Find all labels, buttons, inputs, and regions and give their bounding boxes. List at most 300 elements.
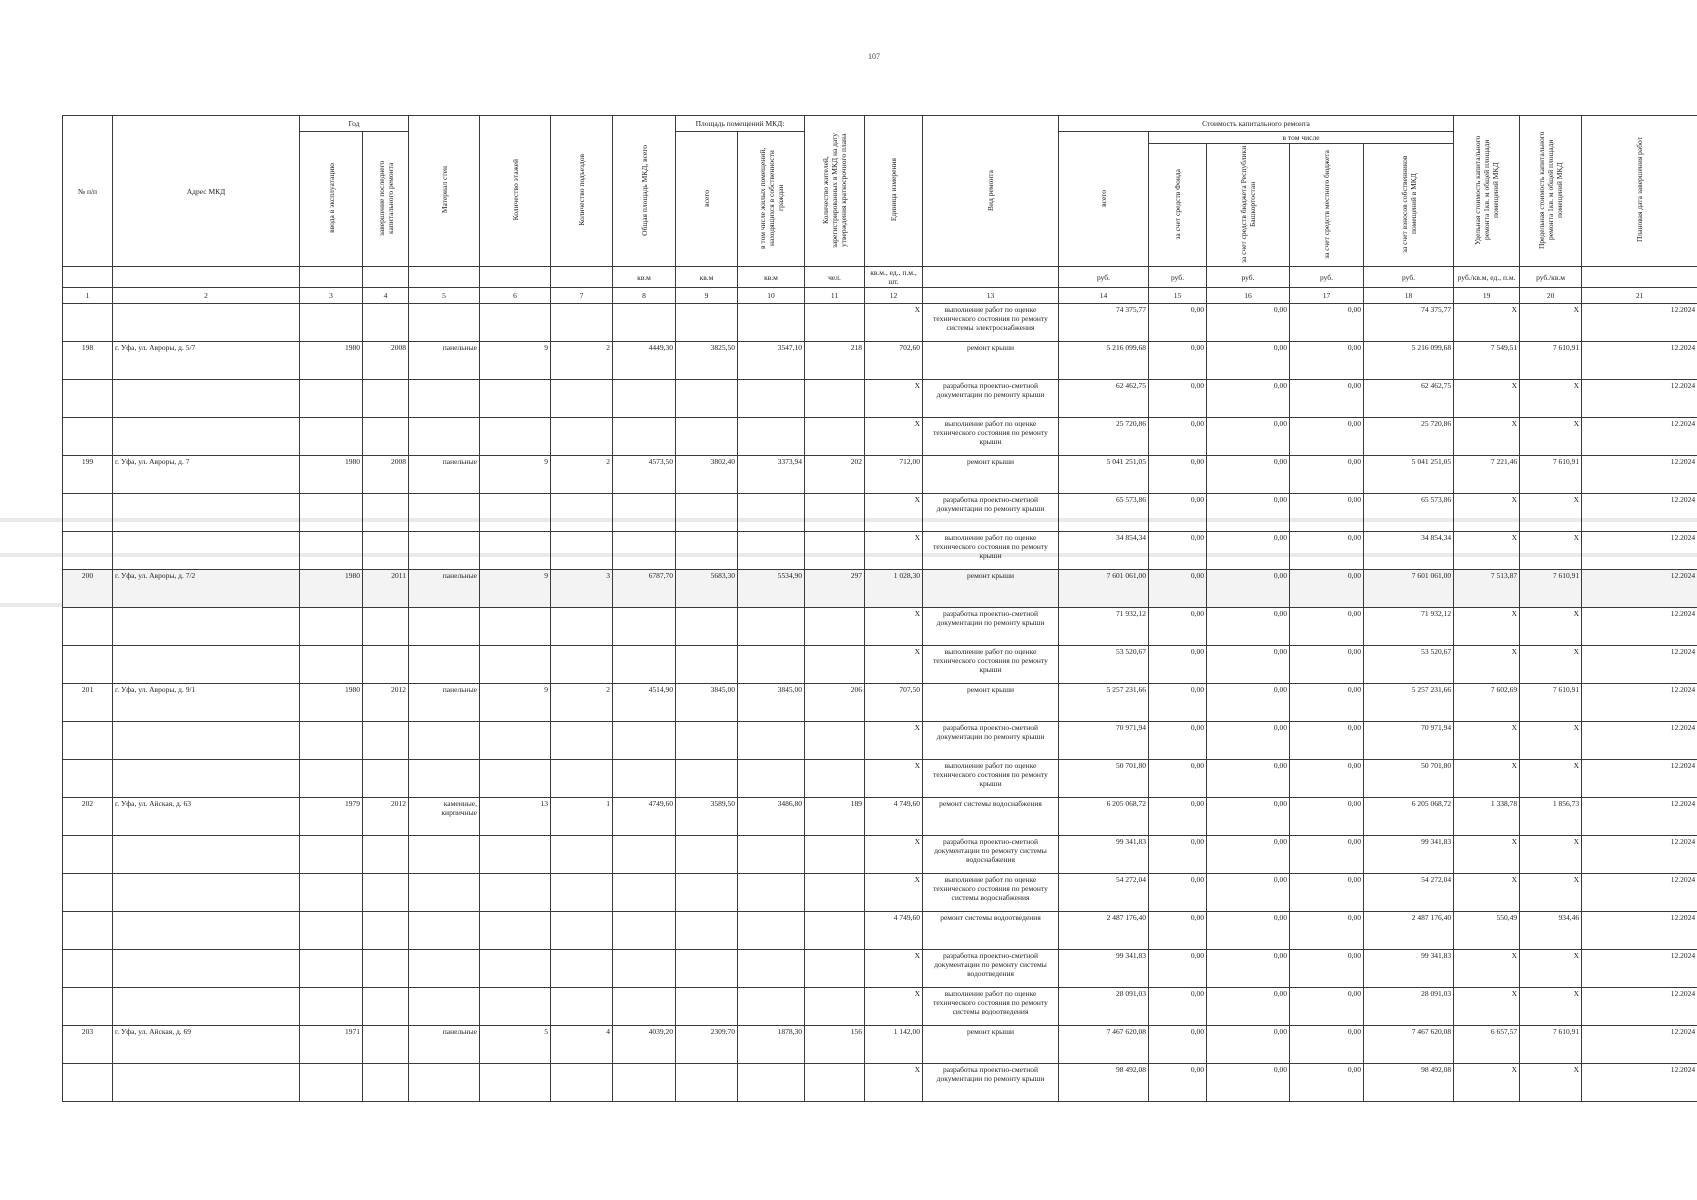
- work-type-cell: ремонт крыши: [923, 684, 1059, 722]
- planned-date-cell: 12.2024: [1582, 494, 1697, 532]
- private-area-cell: 3373,94: [738, 456, 805, 494]
- table-row: [63, 494, 1697, 532]
- residents-cell: 156: [805, 1026, 865, 1064]
- max-cost-cell: 1 856,73: [1520, 798, 1582, 836]
- cost-owners-cell: 28 091,03: [1364, 988, 1454, 1026]
- wall-material-cell: [409, 912, 480, 950]
- wall-material-cell: [409, 722, 480, 760]
- cost-republic-cell: 0,00: [1207, 912, 1290, 950]
- total-area-cell: [613, 836, 676, 874]
- max-cost-cell: X: [1520, 1064, 1582, 1102]
- column-number-cell: 20: [1520, 288, 1582, 304]
- unit-value-cell: X: [865, 304, 923, 342]
- cost-republic-cell: 0,00: [1207, 532, 1290, 570]
- address-cell: г. Уфа, ул. Авроры, д. 7: [113, 456, 300, 494]
- unit-cost-cell: X: [1454, 1064, 1520, 1102]
- unit-cost-cell: X: [1454, 874, 1520, 912]
- entrances-cell: [551, 646, 613, 684]
- residents-cell: [805, 874, 865, 912]
- year-last-repair-cell: [363, 1026, 409, 1064]
- floors-cell: 9: [480, 570, 551, 608]
- unit-value-cell: X: [865, 646, 923, 684]
- wall-material-cell: каменные, кирпичные: [409, 798, 480, 836]
- cost-local-cell: 0,00: [1290, 418, 1364, 456]
- cost-fund-cell: 0,00: [1149, 342, 1207, 380]
- max-cost-cell: 934,46: [1520, 912, 1582, 950]
- total-area-cell: 4573,50: [613, 456, 676, 494]
- header-total-area: Общая площадь МКД, всего: [613, 116, 676, 267]
- year-last-repair-cell: 2008: [363, 456, 409, 494]
- cost-total-cell: 2 487 176,40: [1059, 912, 1149, 950]
- unit-cell: руб.: [1364, 267, 1454, 288]
- floors-cell: [480, 494, 551, 532]
- total-area-cell: [613, 1064, 676, 1102]
- residents-cell: 202: [805, 456, 865, 494]
- cost-republic-cell: 0,00: [1207, 722, 1290, 760]
- header-cost-fund: за счет средств Фонда: [1149, 144, 1207, 267]
- address-cell: г. Уфа, ул. Айская, д. 69: [113, 1026, 300, 1064]
- unit-value-cell: X: [865, 380, 923, 418]
- work-type-cell: разработка проектно-сметной документации по ремонту крыши: [923, 1064, 1059, 1102]
- planned-date-cell: 12.2024: [1582, 304, 1697, 342]
- wall-material-cell: [409, 608, 480, 646]
- unit-value-cell: X: [865, 836, 923, 874]
- max-cost-cell: X: [1520, 304, 1582, 342]
- unit-value-cell: X: [865, 988, 923, 1026]
- header-residents: Количество жителей, зарегистрированных в МКД на дату утверждения краткосрочного плана: [805, 116, 865, 267]
- floors-cell: 9: [480, 684, 551, 722]
- unit-cost-cell: 7 513,87: [1454, 570, 1520, 608]
- cost-local-cell: 0,00: [1290, 532, 1364, 570]
- private-area-cell: [738, 646, 805, 684]
- cost-republic-cell: 0,00: [1207, 798, 1290, 836]
- wall-material-cell: [409, 304, 480, 342]
- planned-date-cell: 12.2024: [1582, 950, 1697, 988]
- table-row: [63, 1064, 1697, 1102]
- unit-cell: руб./кв.м: [1520, 267, 1582, 288]
- cost-total-cell: 70 971,94: [1059, 722, 1149, 760]
- year-last-repair-cell: [363, 608, 409, 646]
- planned-date-cell: 12.2024: [1582, 760, 1697, 798]
- max-cost-cell: 7 610,91: [1520, 342, 1582, 380]
- planned-date-cell: 12.2024: [1582, 608, 1697, 646]
- premises-area-cell: [676, 532, 738, 570]
- residents-cell: [805, 304, 865, 342]
- unit-cell: руб.: [1207, 267, 1290, 288]
- unit-cost-cell: X: [1454, 494, 1520, 532]
- year-last-repair-cell: 2008: [363, 342, 409, 380]
- header-cost-including: в том числе: [1149, 132, 1454, 144]
- floors-cell: [480, 912, 551, 950]
- planned-date-cell: 12.2024: [1582, 418, 1697, 456]
- cost-fund-cell: 0,00: [1149, 760, 1207, 798]
- unit-value-cell: 4 749,60: [865, 798, 923, 836]
- entrances-cell: 2: [551, 342, 613, 380]
- header-premises-private: в том числе жилых помещений, находящихся в собственности граждан: [738, 132, 805, 267]
- max-cost-cell: X: [1520, 836, 1582, 874]
- row-number-cell: [63, 608, 113, 646]
- premises-area-cell: 2309,70: [676, 1026, 738, 1064]
- total-area-cell: [613, 532, 676, 570]
- cost-owners-cell: 98 492,08: [1364, 1064, 1454, 1102]
- entrances-cell: 2: [551, 456, 613, 494]
- residents-cell: [805, 608, 865, 646]
- cost-local-cell: 0,00: [1290, 494, 1364, 532]
- premises-area-cell: [676, 494, 738, 532]
- work-type-cell: ремонт крыши: [923, 570, 1059, 608]
- unit-cost-cell: X: [1454, 646, 1520, 684]
- year-last-repair-cell: [363, 1064, 409, 1102]
- premises-area-cell: 3589,50: [676, 798, 738, 836]
- private-area-cell: [738, 304, 805, 342]
- unit-cell: руб.: [1059, 267, 1149, 288]
- column-number-cell: 17: [1290, 288, 1364, 304]
- premises-area-cell: [676, 1064, 738, 1102]
- year-built-cell: [300, 874, 363, 912]
- work-type-cell: разработка проектно-сметной документации по ремонту системы водоснабжения: [923, 836, 1059, 874]
- year-last-repair-cell: [363, 722, 409, 760]
- residents-cell: [805, 836, 865, 874]
- address-cell: [113, 380, 300, 418]
- work-type-cell: разработка проектно-сметной документации по ремонту крыши: [923, 722, 1059, 760]
- private-area-cell: [738, 836, 805, 874]
- floors-cell: [480, 836, 551, 874]
- private-area-cell: [738, 380, 805, 418]
- table-row: [63, 1026, 1697, 1064]
- unit-value-cell: X: [865, 1064, 923, 1102]
- wall-material-cell: [409, 494, 480, 532]
- year-built-cell: [300, 532, 363, 570]
- max-cost-cell: 7 610,91: [1520, 570, 1582, 608]
- header-floors: Количество этажей: [480, 116, 551, 267]
- cost-fund-cell: 0,00: [1149, 988, 1207, 1026]
- row-number-cell: [63, 836, 113, 874]
- unit-cost-cell: 550,49: [1454, 912, 1520, 950]
- planned-date-cell: 12.2024: [1582, 722, 1697, 760]
- work-type-cell: ремонт крыши: [923, 1026, 1059, 1064]
- column-number-cell: 3: [300, 288, 363, 304]
- column-number-cell: 1: [63, 288, 113, 304]
- cost-total-cell: 53 520,67: [1059, 646, 1149, 684]
- cost-fund-cell: 0,00: [1149, 722, 1207, 760]
- cost-owners-cell: 34 854,34: [1364, 532, 1454, 570]
- year-last-repair-cell: [363, 418, 409, 456]
- cost-local-cell: 0,00: [1290, 646, 1364, 684]
- residents-cell: [805, 950, 865, 988]
- total-area-cell: [613, 760, 676, 798]
- premises-area-cell: [676, 418, 738, 456]
- work-type-cell: разработка проектно-сметной документации по ремонту крыши: [923, 380, 1059, 418]
- column-number-cell: 6: [480, 288, 551, 304]
- unit-value-cell: X: [865, 950, 923, 988]
- year-last-repair-cell: [363, 380, 409, 418]
- planned-date-cell: 12.2024: [1582, 836, 1697, 874]
- cost-owners-cell: 65 573,86: [1364, 494, 1454, 532]
- cost-fund-cell: 0,00: [1149, 456, 1207, 494]
- year-built-cell: [300, 760, 363, 798]
- unit-cost-cell: 7 221,46: [1454, 456, 1520, 494]
- unit-value-cell: 702,60: [865, 342, 923, 380]
- year-last-repair-cell: [363, 646, 409, 684]
- row-number-cell: [63, 950, 113, 988]
- unit-value-cell: X: [865, 494, 923, 532]
- planned-date-cell: 12.2024: [1582, 684, 1697, 722]
- row-number-cell: 203: [63, 1026, 113, 1064]
- planned-date-cell: 12.2024: [1582, 1026, 1697, 1064]
- max-cost-cell: X: [1520, 874, 1582, 912]
- cost-local-cell: 0,00: [1290, 342, 1364, 380]
- private-area-cell: [738, 988, 805, 1026]
- premises-area-cell: [676, 608, 738, 646]
- row-number-cell: [63, 380, 113, 418]
- wall-material-cell: панельные: [409, 1026, 480, 1064]
- private-area-cell: 5534,90: [738, 570, 805, 608]
- table-row: [63, 646, 1697, 684]
- cost-fund-cell: 0,00: [1149, 798, 1207, 836]
- header-address: Адрес МКД: [113, 116, 300, 267]
- wall-material-cell: [409, 760, 480, 798]
- cost-republic-cell: 0,00: [1207, 304, 1290, 342]
- private-area-cell: [738, 874, 805, 912]
- year-last-repair-cell: [363, 912, 409, 950]
- cost-republic-cell: 0,00: [1207, 684, 1290, 722]
- work-type-cell: выполнение работ по оценке технического состояния по ремонту крыши: [923, 532, 1059, 570]
- cost-owners-cell: 5 041 251,05: [1364, 456, 1454, 494]
- unit-cell: кв.м: [613, 267, 676, 288]
- planned-date-cell: 12.2024: [1582, 342, 1697, 380]
- residents-cell: [805, 1064, 865, 1102]
- year-built-cell: 1979: [300, 798, 363, 836]
- cost-total-cell: 5 216 099,68: [1059, 342, 1149, 380]
- residents-cell: [805, 646, 865, 684]
- private-area-cell: [738, 608, 805, 646]
- cost-fund-cell: 0,00: [1149, 608, 1207, 646]
- unit-cell: кв.м., ед., п.м., шт.: [865, 267, 923, 288]
- cost-owners-cell: 99 341,83: [1364, 950, 1454, 988]
- unit-cell: [480, 267, 551, 288]
- row-number-cell: 202: [63, 798, 113, 836]
- year-last-repair-cell: [363, 760, 409, 798]
- entrances-cell: [551, 304, 613, 342]
- cost-total-cell: 7 601 061,00: [1059, 570, 1149, 608]
- entrances-cell: [551, 494, 613, 532]
- cost-fund-cell: 0,00: [1149, 532, 1207, 570]
- cost-fund-cell: 0,00: [1149, 418, 1207, 456]
- private-area-cell: 1878,30: [738, 1026, 805, 1064]
- max-cost-cell: X: [1520, 646, 1582, 684]
- unit-value-cell: X: [865, 608, 923, 646]
- address-cell: [113, 950, 300, 988]
- column-number-cell: 14: [1059, 288, 1149, 304]
- unit-value-cell: 1 028,30: [865, 570, 923, 608]
- column-number-cell: 2: [113, 288, 300, 304]
- entrances-cell: [551, 1064, 613, 1102]
- address-cell: г. Уфа, ул. Авроры, д. 7/2: [113, 570, 300, 608]
- table-row: [63, 456, 1697, 494]
- address-cell: [113, 836, 300, 874]
- total-area-cell: [613, 874, 676, 912]
- cost-local-cell: 0,00: [1290, 798, 1364, 836]
- year-built-cell: [300, 1064, 363, 1102]
- premises-area-cell: [676, 988, 738, 1026]
- cost-local-cell: 0,00: [1290, 760, 1364, 798]
- max-cost-cell: 7 610,91: [1520, 684, 1582, 722]
- unit-cell: руб./кв.м, ед., п.м.: [1454, 267, 1520, 288]
- entrances-cell: [551, 912, 613, 950]
- planned-date-cell: 12.2024: [1582, 1064, 1697, 1102]
- table-row: [63, 608, 1697, 646]
- address-cell: [113, 874, 300, 912]
- work-type-cell: выполнение работ по оценке технического состояния по ремонту крыши: [923, 646, 1059, 684]
- wall-material-cell: [409, 646, 480, 684]
- private-area-cell: [738, 418, 805, 456]
- column-number-cell: 16: [1207, 288, 1290, 304]
- row-number-cell: [63, 760, 113, 798]
- unit-cell: [1582, 267, 1697, 288]
- cost-republic-cell: 0,00: [1207, 418, 1290, 456]
- cost-fund-cell: 0,00: [1149, 494, 1207, 532]
- repair-plan-table: [62, 115, 1697, 1102]
- address-cell: [113, 646, 300, 684]
- cost-owners-cell: 70 971,94: [1364, 722, 1454, 760]
- address-cell: [113, 988, 300, 1026]
- unit-cell: [363, 267, 409, 288]
- premises-area-cell: [676, 874, 738, 912]
- unit-cost-cell: X: [1454, 418, 1520, 456]
- floors-cell: 13: [480, 798, 551, 836]
- residents-cell: [805, 722, 865, 760]
- cost-owners-cell: 5 216 099,68: [1364, 342, 1454, 380]
- cost-local-cell: 0,00: [1290, 456, 1364, 494]
- year-built-cell: [300, 380, 363, 418]
- wall-material-cell: [409, 418, 480, 456]
- floors-cell: [480, 950, 551, 988]
- header-cost-owners: за счет взносов собственников помещений в МКД: [1364, 144, 1454, 267]
- cost-total-cell: 7 467 620,08: [1059, 1026, 1149, 1064]
- unit-cell: [63, 267, 113, 288]
- cost-republic-cell: 0,00: [1207, 646, 1290, 684]
- address-cell: г. Уфа, ул. Авроры, д. 9/1: [113, 684, 300, 722]
- table-row: [63, 836, 1697, 874]
- work-type-cell: ремонт крыши: [923, 456, 1059, 494]
- max-cost-cell: 7 610,91: [1520, 1026, 1582, 1064]
- residents-cell: 218: [805, 342, 865, 380]
- row-number-cell: [63, 304, 113, 342]
- row-number-cell: [63, 722, 113, 760]
- unit-cost-cell: X: [1454, 380, 1520, 418]
- column-number-cell: 10: [738, 288, 805, 304]
- unit-value-cell: 707,50: [865, 684, 923, 722]
- row-number-cell: [63, 646, 113, 684]
- floors-cell: 9: [480, 456, 551, 494]
- unit-cost-cell: X: [1454, 304, 1520, 342]
- column-number-cell: 9: [676, 288, 738, 304]
- total-area-cell: [613, 418, 676, 456]
- year-last-repair-cell: [363, 950, 409, 988]
- header-number: № п/п: [63, 116, 113, 267]
- cost-republic-cell: 0,00: [1207, 570, 1290, 608]
- floors-cell: [480, 1064, 551, 1102]
- premises-area-cell: 3845,00: [676, 684, 738, 722]
- unit-value-cell: X: [865, 760, 923, 798]
- table-row: [63, 988, 1697, 1026]
- header-year-last-repair: завершение последнего капитального ремонта: [363, 132, 409, 267]
- max-cost-cell: X: [1520, 418, 1582, 456]
- planned-date-cell: 12.2024: [1582, 570, 1697, 608]
- residents-cell: 206: [805, 684, 865, 722]
- cost-republic-cell: 0,00: [1207, 380, 1290, 418]
- row-number-cell: 200: [63, 570, 113, 608]
- total-area-cell: 4039,20: [613, 1026, 676, 1064]
- table-row: [63, 304, 1697, 342]
- floors-cell: [480, 760, 551, 798]
- row-number-cell: [63, 874, 113, 912]
- cost-republic-cell: 0,00: [1207, 874, 1290, 912]
- cost-republic-cell: 0,00: [1207, 456, 1290, 494]
- cost-local-cell: 0,00: [1290, 874, 1364, 912]
- table-row: [63, 418, 1697, 456]
- max-cost-cell: X: [1520, 722, 1582, 760]
- unit-cost-cell: X: [1454, 950, 1520, 988]
- cost-owners-cell: 7 601 061,00: [1364, 570, 1454, 608]
- cost-local-cell: 0,00: [1290, 1026, 1364, 1064]
- cost-owners-cell: 5 257 231,66: [1364, 684, 1454, 722]
- entrances-cell: [551, 874, 613, 912]
- total-area-cell: [613, 304, 676, 342]
- cost-total-cell: 5 041 251,05: [1059, 456, 1149, 494]
- total-area-cell: 4514,90: [613, 684, 676, 722]
- column-number-cell: 5: [409, 288, 480, 304]
- entrances-cell: [551, 380, 613, 418]
- total-area-cell: 6787,70: [613, 570, 676, 608]
- residents-cell: [805, 760, 865, 798]
- cost-republic-cell: 0,00: [1207, 1026, 1290, 1064]
- private-area-cell: [738, 1064, 805, 1102]
- page-number: 107: [868, 52, 880, 61]
- year-last-repair-cell: [363, 836, 409, 874]
- entrances-cell: [551, 532, 613, 570]
- unit-cell: [113, 267, 300, 288]
- address-cell: [113, 304, 300, 342]
- unit-value-cell: 712,00: [865, 456, 923, 494]
- cost-republic-cell: 0,00: [1207, 950, 1290, 988]
- row-number-cell: 198: [63, 342, 113, 380]
- year-built-cell: 1980: [300, 570, 363, 608]
- cost-owners-cell: 62 462,75: [1364, 380, 1454, 418]
- table-row: [63, 342, 1697, 380]
- cost-total-cell: 98 492,08: [1059, 1064, 1149, 1102]
- max-cost-cell: X: [1520, 950, 1582, 988]
- floors-cell: [480, 608, 551, 646]
- year-last-repair-cell: [363, 494, 409, 532]
- cost-fund-cell: 0,00: [1149, 836, 1207, 874]
- work-type-cell: выполнение работ по оценке технического состояния по ремонту крыши: [923, 418, 1059, 456]
- year-built-cell: [300, 988, 363, 1026]
- premises-area-cell: [676, 950, 738, 988]
- address-cell: г. Уфа, ул. Авроры, д. 5/7: [113, 342, 300, 380]
- wall-material-cell: [409, 380, 480, 418]
- cost-republic-cell: 0,00: [1207, 608, 1290, 646]
- column-number-cell: 13: [923, 288, 1059, 304]
- residents-cell: [805, 532, 865, 570]
- unit-cost-cell: X: [1454, 988, 1520, 1026]
- column-number-cell: 21: [1582, 288, 1697, 304]
- unit-value-cell: 4 749,60: [865, 912, 923, 950]
- cost-republic-cell: 0,00: [1207, 1064, 1290, 1102]
- cost-local-cell: 0,00: [1290, 684, 1364, 722]
- year-last-repair-cell: [363, 532, 409, 570]
- table-row: [63, 722, 1697, 760]
